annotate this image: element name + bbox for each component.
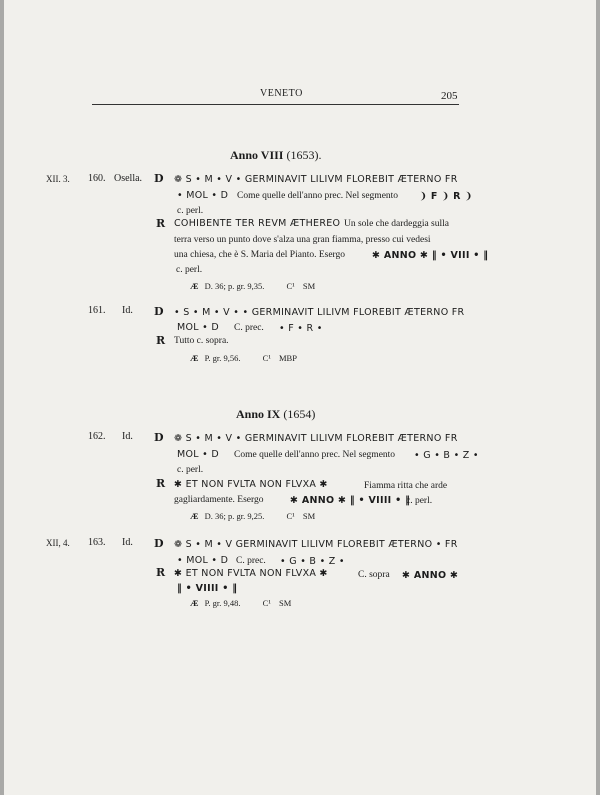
obverse-mark: D [154,172,164,185]
weight-details: P. gr. 9,56. [204,353,241,363]
obverse-legend: ❁ S • M • V GERMINAVIT LILIVM FLOREBIT ÆTERNO • FR [174,539,458,550]
reverse-description-cont: una chiesa, che è S. Maria del Pianto. Esergo [174,250,346,260]
reverse-description: Fiamma ritta che arde [364,481,448,491]
year-title: Anno IX [236,407,281,421]
obverse-mark: D [154,431,164,444]
collection: SM [302,281,316,291]
obverse-description: C. prec. [236,556,266,566]
reverse-description-cont: gagliardamente. Esergo [174,495,264,505]
obverse-border: c. perl. [177,206,204,216]
year-heading [230,148,321,163]
entry-category: Id. [122,537,133,548]
collection: MBP [279,353,297,363]
entry-number: 161. [88,305,106,316]
reverse-mark: R [156,334,166,347]
page-number: 205 [441,90,458,102]
obverse-segment: • G • B • Z • [414,450,479,461]
reverse-mark: R [156,566,166,579]
year-date: (1653). [286,148,322,162]
entry-category: Osella. [114,173,143,184]
reverse-exergue-cont: ‖ • VIIII • ‖ [177,583,238,594]
obverse-legend: ❁ S • M • V • GERMINAVIT LILIVM FLOREBIT ÆTERNO FR [174,174,458,185]
obverse-legend-cont: MOL • D [177,322,220,333]
plate-reference: XII, 4. [46,538,70,548]
obverse-legend-cont: • MOL • D [177,555,229,566]
weight-details: D. 36; p. gr. 9,35. [204,281,265,291]
reverse-mark: R [156,217,166,230]
metal-symbol: Æ [190,353,199,363]
reverse-description-cont: terra verso un punto dove s'alza una gran fiamma, presso cui vedesi [174,235,431,245]
obverse-legend: ❁ S • M • V • GERMINAVIT LILIVM FLOREBIT ÆTERNO FR [174,433,458,444]
obverse-legend-cont: • MOL • D [177,190,229,201]
entry-metadata [190,511,315,521]
entry-metadata [190,598,291,608]
reverse-legend: ✱ ET NON FVLTA NON FLVXA ✱ [174,568,328,579]
obverse-border: c. perl. [177,465,204,475]
reverse-description: Tutto c. sopra. [174,336,229,346]
obverse-legend: • S • M • V • • GERMINAVIT LILIVM FLOREBIT ÆTERNO FR [174,307,465,318]
entry-number: 162. [88,431,106,442]
obverse-segment: • G • B • Z • [280,556,345,567]
weight-details: P. gr. 9,48. [204,598,241,608]
entry-category: Id. [122,305,133,316]
header-rule [92,104,459,105]
entry-metadata [190,353,297,363]
reverse-description: C. sopra [358,570,390,580]
obverse-legend-cont: MOL • D [177,449,220,460]
reverse-exergue: ✱ ANNO ✱ ‖ • VIII • ‖ [372,250,489,261]
year-date: (1654) [283,407,316,421]
obverse-segment: • F • R • [279,323,323,334]
reverse-mark: R [156,477,166,490]
reverse-exergue: ✱ ANNO ✱ [402,570,459,581]
obverse-description: Come quelle dell'anno prec. Nel segmento [237,191,399,201]
entry-number: 163. [88,537,106,548]
rarity: C¹ [286,281,295,291]
metal-symbol: Æ [190,598,199,608]
reverse-legend: COHIBENTE TER REVM ÆTHEREO [174,218,341,229]
year-heading [236,407,315,422]
running-header: VENETO [260,88,303,99]
reverse-border: c. perl. [406,496,433,506]
obverse-description: C. prec. [234,323,264,333]
reverse-description: Un sole che dardeggia sulla [344,219,449,229]
plate-reference: XII. 3. [46,174,70,184]
obverse-segment: ❩ F ❩ R ❩ [419,191,473,202]
obverse-mark: D [154,305,164,318]
obverse-description: Come quelle dell'anno prec. Nel segmento [234,450,396,460]
entry-metadata [190,281,315,291]
document-page [4,0,596,795]
reverse-exergue: ✱ ANNO ✱ ‖ • VIIII • ‖ [290,495,411,506]
reverse-border: c. perl. [176,265,203,275]
entry-category: Id. [122,431,133,442]
entry-number: 160. [88,173,106,184]
rarity: C¹ [262,598,271,608]
rarity: C¹ [286,511,295,521]
year-title: Anno VIII [230,148,284,162]
metal-symbol: Æ [190,511,199,521]
rarity: C¹ [262,353,271,363]
obverse-mark: D [154,537,164,550]
metal-symbol: Æ [190,281,199,291]
collection: SM [279,598,292,608]
collection: SM [302,511,316,521]
weight-details: D. 36; p. gr. 9,25. [204,511,265,521]
reverse-legend: ✱ ET NON FVLTA NON FLVXA ✱ [174,479,328,490]
